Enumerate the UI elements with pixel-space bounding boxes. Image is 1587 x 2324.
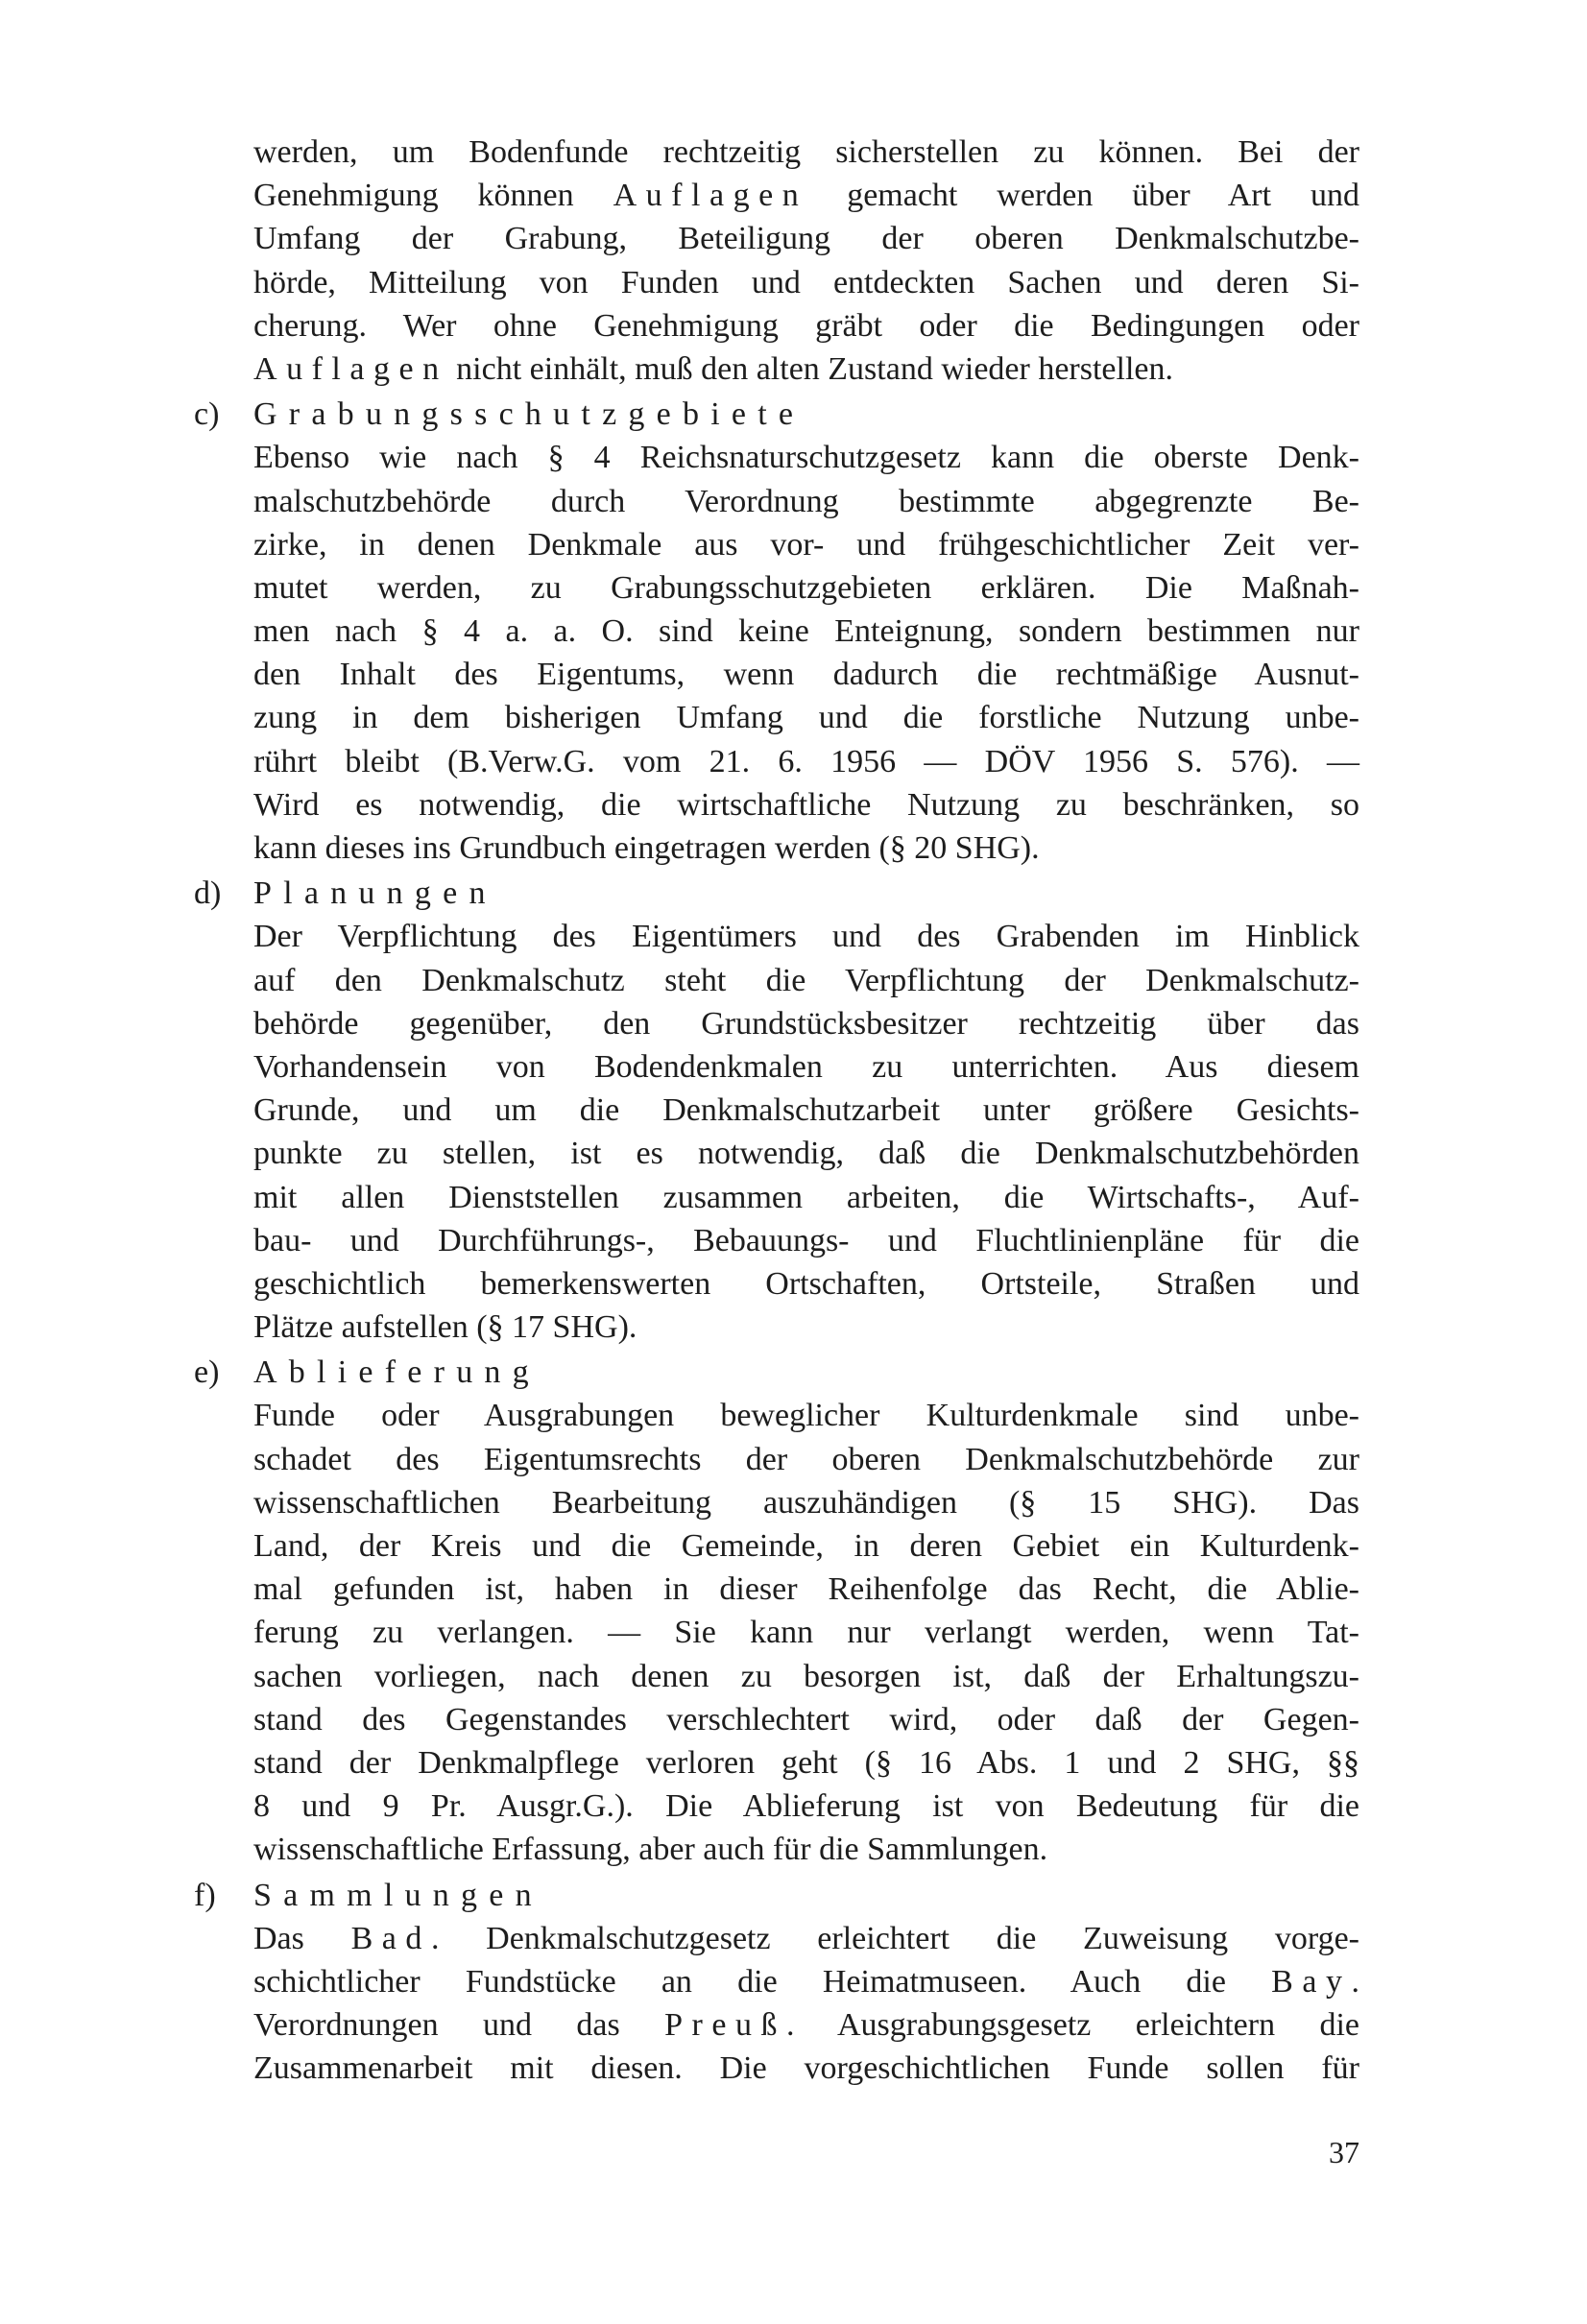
emphasized-word: Auflagen [613, 178, 808, 214]
text-line: geschichtlich bemerkenswerten Ortschaften, Ortsteile, Straßen und [253, 1265, 1359, 1302]
text-line: Der Verpflichtung des Eigentümers und des Grabenden im Hinblick [253, 919, 1359, 955]
section-heading: Ablieferung [253, 1354, 541, 1391]
text-line: stand des Gegenstandes verschlechtert wird, oder daß der Gegen- [253, 1701, 1359, 1737]
section-marker: c) [194, 396, 220, 433]
intro-paragraph [253, 131, 1359, 391]
text-line: sachen vorliegen, nach denen zu besorgen ist, daß der Erhaltungszu- [253, 1658, 1359, 1694]
section-heading: Grabungsschutzgebiete [253, 396, 806, 433]
text-line: hörde, Mitteilung von Funden und entdeckten Sachen und deren Si- [253, 264, 1359, 300]
text-line: bau- und Durchführungs-, Bebauungs- und Fluchtlinienpläne für die [253, 1222, 1359, 1258]
text-line: Das Bad. Denkmalschutzgesetz erleichtert die Zuweisung vorge- [253, 1920, 1359, 1956]
text-line: kann dieses ins Grundbuch eingetragen werden (§ 20 SHG). [253, 830, 1040, 866]
text-line: Auflagen nicht einhält, muß den alten Zustand wieder herstellen. [253, 350, 1173, 387]
text-line: malschutzbehörde durch Verordnung bestimmte abgegrenzte Be- [253, 483, 1359, 519]
text-line: Genehmigung können Auflagen gemacht werden über Art und [253, 178, 1360, 214]
text-line: auf den Denkmalschutz steht die Verpflichtung der Denkmalschutz- [253, 962, 1359, 998]
page-number: 37 [1329, 2135, 1359, 2169]
emphasized-word: Preuß [664, 2007, 786, 2044]
text-line: men nach § 4 a. a. O. sind keine Enteignung, sondern bestimmen nur [253, 613, 1359, 650]
text-line: schichtlicher Fundstücke an die Heimatmuseen. Auch die Bay. [253, 1963, 1359, 2000]
text-line: wissenschaftlichen Bearbeitung auszuhändigen (§ 15 SHG). Das [253, 1484, 1359, 1521]
text-line: zirke, in denen Denkmale aus vor- und frühgeschichtlicher Zeit ver- [253, 526, 1359, 563]
text-body [194, 131, 1360, 2090]
text-line: Funde oder Ausgrabungen beweglicher Kulturdenkmale sind unbe- [253, 1398, 1359, 1434]
text-line: Verordnungen und das Preuß. Ausgrabungsgesetz erleichtern die [253, 2007, 1360, 2044]
text-line: zung in dem bisherigen Umfang und die forstliche Nutzung unbe- [253, 700, 1359, 736]
text-line: rührt bleibt (B.Verw.G. vom 21. 6. 1956 — DÖV 1956 S. 576). — [253, 743, 1359, 779]
section-grabungsschutzgebiete [194, 393, 1359, 870]
text-line: punkte zu stellen, ist es notwendig, daß die Denkmalschutzbehörden [253, 1136, 1359, 1172]
text-line: Ebenso wie nach § 4 Reichsnaturschutzgesetz kann die oberste Denk- [253, 440, 1359, 476]
section-marker: e) [194, 1354, 220, 1391]
section-marker: d) [194, 875, 222, 912]
text-line: schadet des Eigentumsrechts der oberen Denkmalschutzbehörde zur [253, 1441, 1359, 1477]
text-line: mutet werden, zu Grabungsschutzgebieten erklären. Die Maßnah- [253, 569, 1359, 606]
text-line: Plätze aufstellen (§ 17 SHG). [253, 1309, 637, 1346]
text-line: ferung zu verlangen. — Sie kann nur verlangt werden, wenn Tat- [253, 1615, 1359, 1651]
section-heading: Sammlungen [253, 1877, 543, 1913]
text-line: mal gefunden ist, haben in dieser Reihenfolge das Recht, die Ablie- [253, 1571, 1359, 1608]
emphasized-word: Bad [350, 1920, 431, 1956]
text-line: behörde gegenüber, den Grundstücksbesitzer rechtzeitig über das [253, 1005, 1359, 1042]
section-ablieferung [194, 1351, 1359, 1871]
section-planungen [194, 872, 1359, 1349]
text-line: Wird es notwendig, die wirtschaftliche Nutzung zu beschränken, so [253, 786, 1359, 823]
text-line: Land, der Kreis und die Gemeinde, in deren Gebiet ein Kulturdenk- [253, 1528, 1359, 1564]
section-sammlungen [194, 1874, 1360, 2091]
text-line: cherung. Wer ohne Genehmigung gräbt oder die Bedingungen oder [253, 307, 1359, 344]
text-line: den Inhalt des Eigentums, wenn dadurch die rechtmäßige Ausnut- [253, 657, 1359, 693]
text-line: mit allen Dienststellen zusammen arbeiten, die Wirtschafts-, Auf- [253, 1179, 1359, 1215]
text-line: wissenschaftliche Erfassung, aber auch für die Sammlungen. [253, 1832, 1048, 1868]
text-line: Grunde, und um die Denkmalschutzarbeit unter größere Gesichts- [253, 1092, 1359, 1129]
text-line: werden, um Bodenfunde rechtzeitig sicherstellen zu können. Bei der [253, 134, 1359, 170]
emphasized-word: Auflagen [253, 350, 448, 387]
text-line: 8 und 9 Pr. Ausgr.G.). Die Ablieferung ist von Bedeutung für die [253, 1788, 1359, 1825]
text-line: Vorhandensein von Bodendenkmalen zu unterrichten. Aus diesem [253, 1048, 1359, 1085]
text-line: Zusammenarbeit mit diesen. Die vorgeschichtlichen Funde sollen für [253, 2050, 1359, 2087]
emphasized-word: Bay [1271, 1963, 1352, 2000]
text-line: Umfang der Grabung, Beteiligung der oberen Denkmalschutzbe- [253, 221, 1359, 257]
section-heading: Planungen [253, 875, 497, 912]
section-marker: f) [194, 1877, 216, 1913]
text-line: stand der Denkmalpflege verloren geht (§ 16 Abs. 1 und 2 SHG, §§ [253, 1744, 1359, 1781]
